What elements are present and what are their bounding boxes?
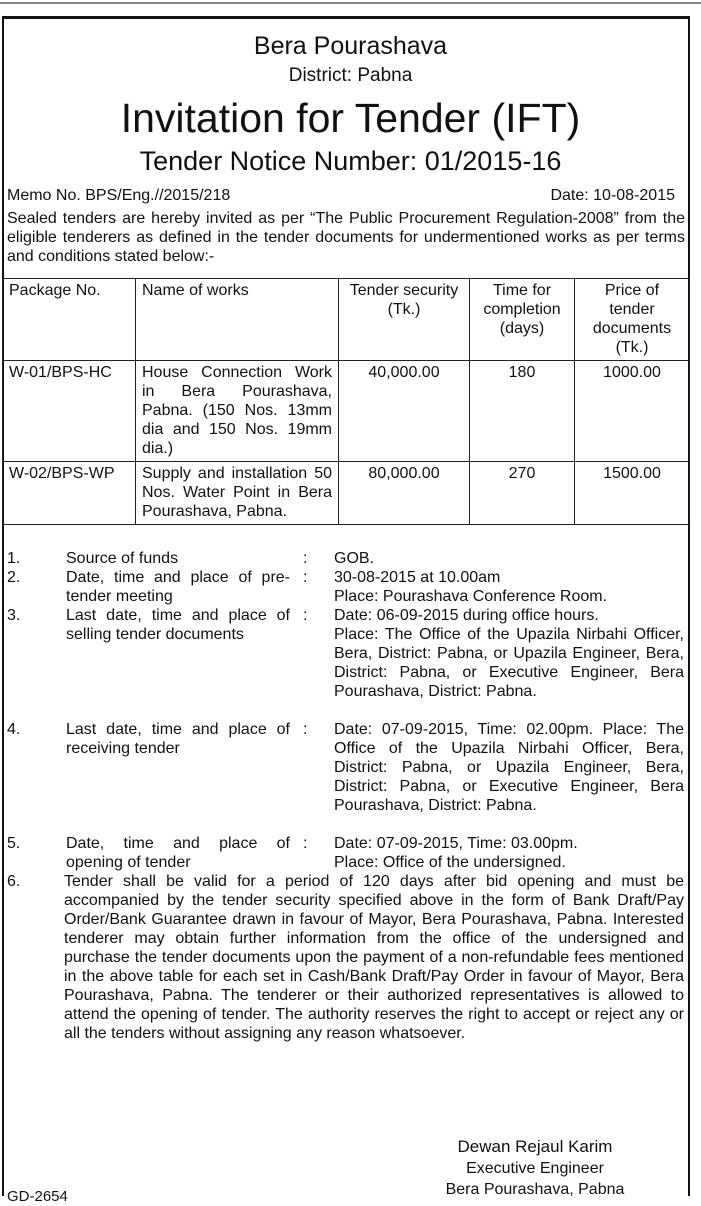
- term-text: Tender shall be valid for a period of 120 days after bid opening and must be accompanied by the tender security specified above in the form of Bank Draft/Pay Order/Bank Guarantee drawn in favour of Mayor, Bera Pourashava, Pabna. Interested tenderer may obtain further information from the office of the undersigned and purchase the tender documents upon the payment of a non-refundable fees mentioned in the above table for each set in Cash/Bank Draft/Pay Order in favour of Mayor, Bera Pourashava, Pabna. The tenderer or their authorized representatives is allowed to attend the opening of tender. The authority reserves the right to accept or reject any or all the tenders without assigning any reason whatsoever.: [64, 873, 684, 1042]
- term-item: [7, 606, 687, 720]
- term-item: [7, 834, 687, 872]
- term-value: [334, 549, 684, 568]
- term-colon: :: [303, 835, 308, 852]
- terms-list: [7, 549, 687, 1043]
- signatory-designation: Executive Engineer: [466, 1160, 604, 1177]
- term-label: Source of funds: [66, 550, 179, 567]
- works-cell: Supply and installation 50 Nos. Water Point in Bera Pourashava, Pabna.: [136, 462, 339, 525]
- signatory-office: Bera Pourashava, Pabna: [445, 1181, 625, 1198]
- term-value: [334, 720, 684, 815]
- table-row: [3, 462, 690, 525]
- security-cell: 40,000.00: [339, 361, 470, 462]
- term-value-line: GOB.: [334, 550, 375, 567]
- works-cell: House Connection Work in Bera Pourashava, Pabna. (150 Nos. 13mm dia and 150 Nos. 19mm dia.): [136, 361, 339, 462]
- term-label: Date, time and place of pre-tender meeting: [66, 569, 290, 605]
- days-cell: 270: [470, 462, 575, 525]
- term-colon: :: [303, 721, 308, 738]
- col-header-works: Name of works: [136, 279, 339, 361]
- col-header-price: Price of tender documents (Tk.): [575, 279, 690, 361]
- days-cell: 180: [470, 361, 575, 462]
- term-value: [334, 834, 684, 872]
- term-value-line: Date: 07-09-2015, Time: 02.00pm. Place: The Office of the Upazila Nirbahi Officer, Bera, District: Pabna, or Upazila Engineer, Bera, District: Pabna, or Executive Engineer, Bera Pourashava, District: Pabna.: [334, 721, 684, 814]
- package-cell: W-01/BPS-HC: [3, 361, 136, 462]
- tender-table: [2, 278, 690, 525]
- term-number: 4.: [7, 721, 21, 738]
- top-rule: [0, 2, 701, 4]
- notice-date: Date: 10-08-2015: [550, 187, 675, 204]
- signatory-name: Dewan Rejaul Karim: [457, 1137, 613, 1156]
- organization-name: Bera Pourashava: [253, 32, 448, 60]
- term-colon: :: [303, 550, 308, 567]
- price-cell: 1500.00: [575, 462, 690, 525]
- term-colon: :: [303, 607, 308, 624]
- term-number: 6.: [7, 873, 21, 890]
- col-header-package: Package No.: [3, 279, 136, 361]
- reference-code: GD-2654: [7, 1188, 68, 1205]
- term-value-line: Date: 07-09-2015, Time: 03.00pm.: [334, 835, 578, 852]
- term-item: [7, 568, 687, 606]
- col-header-time: Time for completion (days): [470, 279, 575, 361]
- term-label: Date, time and place of opening of tender: [66, 835, 290, 871]
- term-item: [7, 549, 687, 568]
- term-value-place: Place: The Office of the Upazila Nirbahi Officer, Bera, District: Pabna, or Upazila Engineer, Bera, District: Pabna, or Executive Engineer, Bera Pourashava, District: Pabna.: [334, 626, 684, 700]
- package-cell: W-02/BPS-WP: [3, 462, 136, 525]
- term-value-line: Date: 06-09-2015 during office hours.: [334, 607, 599, 624]
- term-value-place: Place: Pourashava Conference Room.: [334, 588, 608, 605]
- security-cell: 80,000.00: [339, 462, 470, 525]
- term-number: 3.: [7, 607, 21, 624]
- term-value-place: Place: Office of the undersigned.: [334, 854, 566, 871]
- price-cell: 1000.00: [575, 361, 690, 462]
- table-row: [3, 361, 690, 462]
- term-item: [7, 720, 687, 834]
- term-value-line: 30-08-2015 at 10.00am: [334, 569, 501, 586]
- table-header-row: [3, 279, 690, 361]
- term-number: 2.: [7, 569, 21, 586]
- term-value: [334, 568, 684, 606]
- term-colon: :: [303, 569, 308, 586]
- district-line: District: Pabna: [288, 65, 413, 86]
- tender-notice-number: Tender Notice Number: 01/2015-16: [139, 146, 562, 176]
- term-number: 5.: [7, 835, 21, 852]
- page-title: Invitation for Tender (IFT): [120, 95, 581, 141]
- term-item: [7, 872, 687, 1043]
- memo-number: Memo No. BPS/Eng.//2015/218: [7, 187, 231, 204]
- intro-paragraph: Sealed tenders are hereby invited as per “The Public Procurement Regulation-2008” from the eligible tenderers as defined in the tender documents for undermentioned works as per terms and conditions stated below:-: [7, 210, 685, 265]
- col-header-security: Tender security (Tk.): [339, 279, 470, 361]
- term-number: 1.: [7, 550, 21, 567]
- term-label: Last date, time and place of selling tender documents: [66, 607, 290, 643]
- term-label: Last date, time and place of receiving tender: [66, 721, 290, 757]
- term-value: [334, 606, 684, 701]
